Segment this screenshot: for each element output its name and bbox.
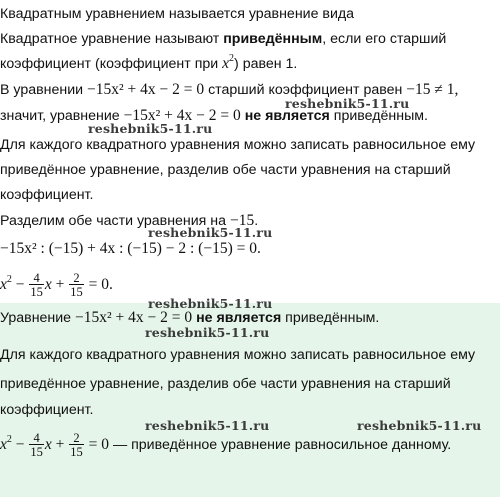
watermark-2: reshebnik5-11.ru [88, 121, 213, 136]
answer-equivalent-line-3: коэффициент. [0, 402, 94, 418]
watermark-6: reshebnik5-11.ru [145, 418, 270, 433]
watermark-7: reshebnik5-11.ru [357, 418, 482, 433]
answer-equivalent-line-1: Для каждого квадратного уравнения можно записать равносильное ему [0, 347, 476, 363]
answer-reduced-equation-line: $x^2$ − $\frac{4}{15}$ x + $\frac{2}{15}$ = 0 — приведённое уравнение равносильное данному. [0, 430, 452, 460]
watermark-5: reshebnik5-11.ru [145, 325, 270, 340]
watermark-4: reshebnik5-11.ru [148, 296, 273, 311]
equivalent-line-1: Для каждого квадратного уравнения можно записать равносильное ему [0, 137, 476, 153]
watermark-1: reshebnik5-11.ru [285, 96, 410, 111]
equivalent-line-2: приведённое уравнение, разделив обе части уравнения на старший [0, 162, 451, 178]
answer-equivalent-line-2: приведённое уравнение, разделив обе части уравнения на старший [0, 376, 451, 392]
division-equation: −15x² : (−15) + 4x : (−15) − 2 : (−15) = 0. [0, 240, 261, 257]
answer-fraction-4-15: $\frac{4}{15}$ [30, 430, 43, 460]
reduced-definition-line: Квадратное уравнение называют приведённым, если его старший [0, 31, 447, 47]
reduced-equation: $x^2$ − $\frac{4}{15}$ x + $\frac{2}{15}$ = 0. [0, 270, 113, 300]
answer-fraction-2-15: $\frac{2}{15}$ [70, 430, 83, 460]
equation-coefficient-line: В уравнении −15x² + 4x − 2 = 0 старший коэффициент равен −15 ≠ 1, [0, 81, 459, 98]
equivalent-line-3: коэффициент. [0, 187, 94, 203]
definition-line: Квадратным уравнением называется уравнение вида [0, 6, 355, 22]
divide-step-line: Разделим обе части уравнения на −15. [0, 212, 259, 229]
answer-not-reduced-line: Уравнение −15x² + 4x − 2 = 0 не является приведённым. [0, 309, 380, 326]
watermark-3: reshebnik5-11.ru [148, 225, 273, 240]
fraction-4-15: $\frac{4}{15}$ [30, 270, 43, 300]
leading-coefficient-line: коэффициент (коэффициент при $x^2$) равен 1. [0, 52, 298, 72]
not-reduced-line: значит, уравнение −15x² + 4x − 2 = 0 не является приведённым. [0, 107, 428, 124]
fraction-2-15: $\frac{2}{15}$ [70, 270, 83, 300]
